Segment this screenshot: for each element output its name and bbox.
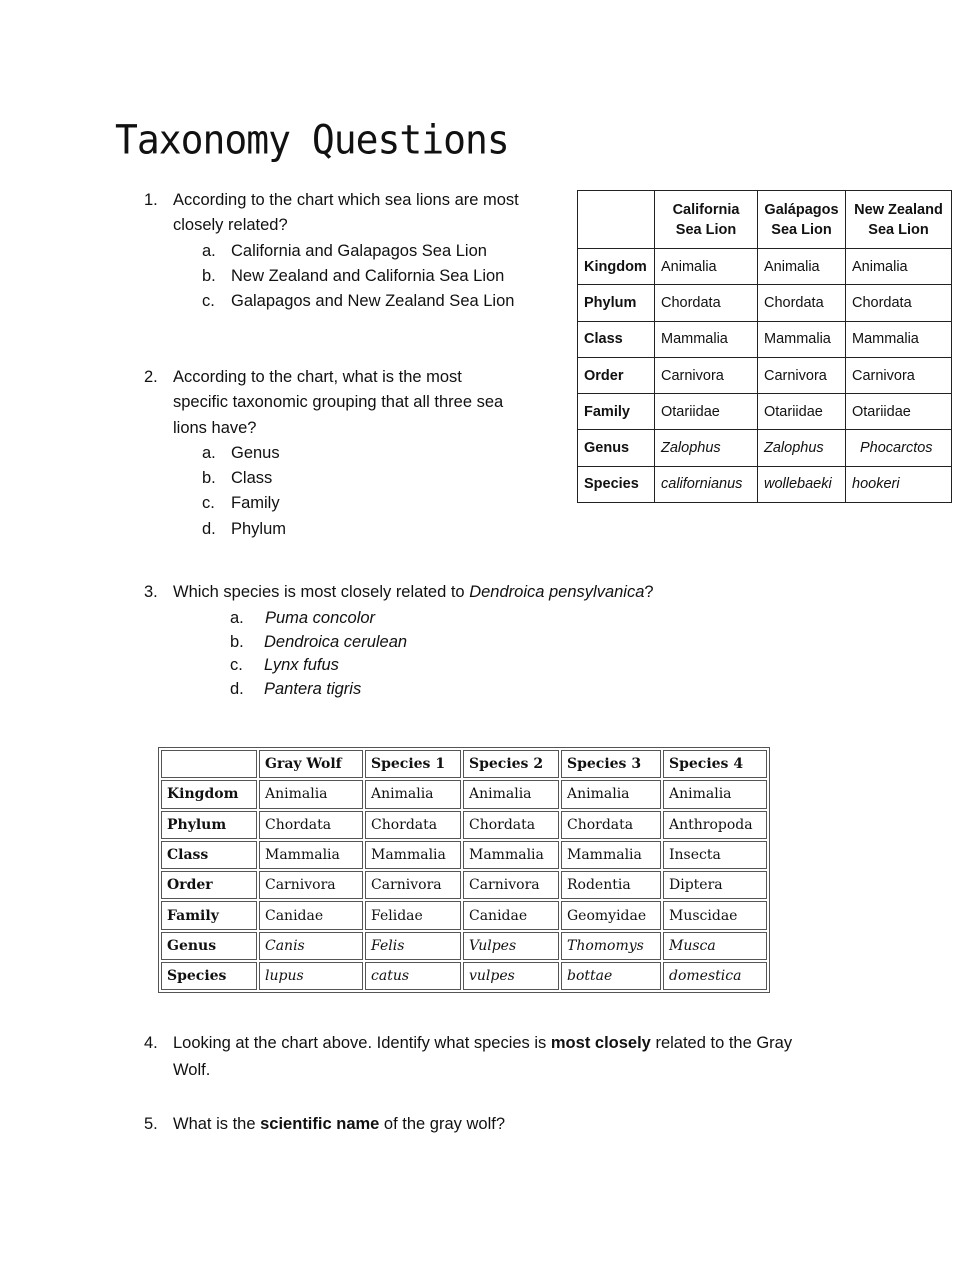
option-text: New Zealand and California Sea Lion	[231, 266, 505, 285]
value-cell: Mammalia	[463, 841, 559, 869]
option-b[interactable]	[202, 466, 554, 491]
value-cell: Animalia	[655, 249, 758, 285]
header-cell: Species 3	[561, 750, 661, 778]
value-cell: Mammalia	[758, 321, 846, 357]
value-cell: Muscidae	[663, 901, 767, 929]
question-number: 3.	[144, 583, 158, 601]
option-letter: a.	[202, 241, 216, 260]
option-letter: a.	[202, 443, 216, 462]
value-cell: Otariidae	[655, 394, 758, 430]
option-c[interactable]	[202, 491, 554, 516]
value-cell: Mammalia	[561, 841, 661, 869]
table-row	[161, 841, 767, 869]
stem-emphasis: scientific name	[260, 1115, 380, 1133]
option-letter: b.	[202, 266, 216, 285]
value-cell: Chordata	[846, 285, 952, 321]
rank-cell: Class	[578, 321, 655, 357]
option-letter: d.	[202, 519, 216, 538]
option-text: Lynx fufus	[264, 656, 339, 675]
value-cell: Insecta	[663, 841, 767, 869]
table-row	[578, 249, 952, 285]
table-header-row	[578, 191, 952, 249]
rank-cell: Family	[161, 901, 257, 929]
header-line: California	[672, 201, 740, 218]
value-cell: Canis	[259, 932, 363, 960]
option-d[interactable]	[202, 517, 554, 542]
value-cell: Animalia	[846, 249, 952, 285]
option-text: Pantera tigris	[264, 679, 362, 698]
value-cell: Animalia	[463, 780, 559, 808]
table-row	[161, 901, 767, 929]
value-cell: Mammalia	[655, 321, 758, 357]
option-text: Phylum	[231, 519, 287, 538]
value-cell: vulpes	[463, 962, 559, 990]
rank-cell: Genus	[161, 932, 257, 960]
table-row	[161, 932, 767, 960]
value-cell: Carnivora	[846, 357, 952, 393]
value-cell: Felidae	[365, 901, 461, 929]
value-cell: Otariidae	[758, 394, 846, 430]
value-cell: Animalia	[561, 780, 661, 808]
gray-wolf-taxonomy-table	[158, 747, 770, 993]
table-row	[161, 780, 767, 808]
option-b[interactable]	[202, 264, 554, 289]
rank-cell: Species	[578, 466, 655, 502]
value-cell: Animalia	[365, 780, 461, 808]
question-stem	[173, 365, 554, 441]
value-cell: lupus	[259, 962, 363, 990]
header-cell: Gray Wolf	[259, 750, 363, 778]
header-line: Sea Lion	[771, 221, 832, 238]
option-d[interactable]	[230, 678, 744, 702]
table-row	[578, 321, 952, 357]
value-cell: Geomyidae	[561, 901, 661, 929]
value-cell: Mammalia	[846, 321, 952, 357]
header-cell: Species 2	[463, 750, 559, 778]
sea-lion-taxonomy-table	[577, 190, 952, 503]
value-cell: Mammalia	[259, 841, 363, 869]
option-letter: b.	[202, 469, 216, 488]
rank-cell: Order	[161, 871, 257, 899]
value-cell: Otariidae	[846, 394, 952, 430]
value-cell: Chordata	[758, 285, 846, 321]
header-cell-empty	[578, 191, 655, 249]
question-number: 4.	[144, 1034, 158, 1052]
option-letter: a.	[230, 609, 244, 628]
rank-cell: Class	[161, 841, 257, 869]
question-number: 1.	[144, 191, 158, 209]
stem-line: lions have?	[173, 418, 257, 437]
option-letter: d.	[230, 679, 244, 698]
value-cell: Carnivora	[365, 871, 461, 899]
table-row	[578, 394, 952, 430]
stem-text: What is the	[173, 1115, 261, 1133]
option-a[interactable]	[202, 441, 554, 466]
stem-text: ?	[644, 583, 654, 601]
stem-text: Which species is most closely related to	[173, 583, 470, 601]
option-letter: c.	[230, 656, 243, 675]
options-list	[230, 607, 744, 701]
question-stem	[173, 580, 744, 605]
option-letter: c.	[202, 292, 215, 311]
value-cell: Chordata	[365, 811, 461, 839]
stem-text: Wolf.	[173, 1061, 211, 1079]
option-letter: c.	[202, 494, 215, 513]
table-row	[578, 430, 952, 466]
value-cell: Animalia	[663, 780, 767, 808]
question-number: 5.	[144, 1115, 158, 1133]
question-number: 2.	[144, 368, 158, 386]
stem-emphasis: most closely	[550, 1034, 651, 1052]
option-text: Dendroica cerulean	[264, 632, 408, 651]
header-cell	[655, 191, 758, 249]
question-stem	[173, 1030, 844, 1084]
stem-text: related to the Gray	[650, 1034, 793, 1052]
rank-cell: Phylum	[161, 811, 257, 839]
value-cell: hookeri	[846, 466, 952, 502]
stem-line: According to the chart, what is the most	[173, 368, 462, 386]
stem-species-name: Dendroica pensylvanica	[469, 583, 645, 601]
value-cell: Phocarctos	[846, 430, 952, 466]
table-row	[161, 811, 767, 839]
table-row	[161, 871, 767, 899]
header-line: Sea Lion	[868, 221, 929, 238]
option-b[interactable]	[230, 631, 744, 655]
value-cell: Vulpes	[463, 932, 559, 960]
value-cell: Rodentia	[561, 871, 661, 899]
option-text: Family	[231, 494, 280, 513]
stem-text: Looking at the chart above. Identify what species is	[173, 1034, 551, 1052]
option-a[interactable]	[202, 239, 554, 264]
value-cell: domestica	[663, 962, 767, 990]
value-cell: Carnivora	[655, 357, 758, 393]
header-cell	[846, 191, 952, 249]
question-1	[144, 188, 554, 314]
option-text: Genus	[231, 443, 280, 462]
stem-line: specific taxonomic grouping that all three sea	[173, 393, 504, 412]
option-text: Galapagos and New Zealand Sea Lion	[231, 292, 515, 311]
value-cell: Diptera	[663, 871, 767, 899]
question-2	[144, 365, 554, 542]
value-cell: catus	[365, 962, 461, 990]
value-cell: Animalia	[758, 249, 846, 285]
question-3	[144, 580, 744, 701]
header-cell: Species 4	[663, 750, 767, 778]
option-c[interactable]	[230, 654, 744, 678]
header-cell: Species 1	[365, 750, 461, 778]
table-row	[578, 466, 952, 502]
value-cell: Zalophus	[758, 430, 846, 466]
value-cell: Zalophus	[655, 430, 758, 466]
option-text: Class	[231, 469, 273, 488]
rank-cell: Genus	[578, 430, 655, 466]
header-line: Galápagos	[764, 201, 839, 218]
question-4	[144, 1030, 844, 1084]
value-cell: Mammalia	[365, 841, 461, 869]
value-cell: Musca	[663, 932, 767, 960]
header-cell	[758, 191, 846, 249]
rank-cell: Kingdom	[578, 249, 655, 285]
value-cell: Carnivora	[758, 357, 846, 393]
option-letter: b.	[230, 632, 244, 651]
value-cell: Anthropoda	[663, 811, 767, 839]
value-cell: Carnivora	[463, 871, 559, 899]
header-line: Sea Lion	[675, 221, 737, 238]
value-cell: Chordata	[259, 811, 363, 839]
question-5	[144, 1111, 844, 1138]
stem-text: of the gray wolf?	[379, 1115, 505, 1133]
option-c[interactable]	[202, 289, 554, 314]
option-a[interactable]	[230, 607, 744, 631]
value-cell: Animalia	[259, 780, 363, 808]
value-cell: wollebaeki	[758, 466, 846, 502]
question-stem	[173, 1111, 844, 1138]
question-stem	[173, 188, 554, 239]
value-cell: bottae	[561, 962, 661, 990]
rank-cell: Kingdom	[161, 780, 257, 808]
value-cell: Canidae	[463, 901, 559, 929]
options-list	[202, 441, 554, 542]
value-cell: Canidae	[259, 901, 363, 929]
value-cell: californianus	[655, 466, 758, 502]
rank-cell: Phylum	[578, 285, 655, 321]
rank-cell: Order	[578, 357, 655, 393]
header-line: New Zealand	[854, 201, 943, 218]
page-title: Taxonomy Questions	[115, 116, 509, 164]
value-cell: Thomomys	[561, 932, 661, 960]
value-cell: Carnivora	[259, 871, 363, 899]
option-text: California and Galapagos Sea Lion	[231, 241, 487, 260]
header-cell-empty	[161, 750, 257, 778]
value-cell: Felis	[365, 932, 461, 960]
value-cell: Chordata	[463, 811, 559, 839]
value-cell: Chordata	[561, 811, 661, 839]
table-row	[578, 357, 952, 393]
table-header-row	[161, 750, 767, 778]
options-list	[202, 239, 554, 315]
rank-cell: Species	[161, 962, 257, 990]
option-text: Puma concolor	[265, 609, 376, 628]
stem-line: closely related?	[173, 216, 288, 235]
table-row	[578, 285, 952, 321]
value-cell: Chordata	[655, 285, 758, 321]
stem-line: According to the chart which sea lions are most	[173, 191, 519, 209]
rank-cell: Family	[578, 394, 655, 430]
table-row	[161, 962, 767, 990]
